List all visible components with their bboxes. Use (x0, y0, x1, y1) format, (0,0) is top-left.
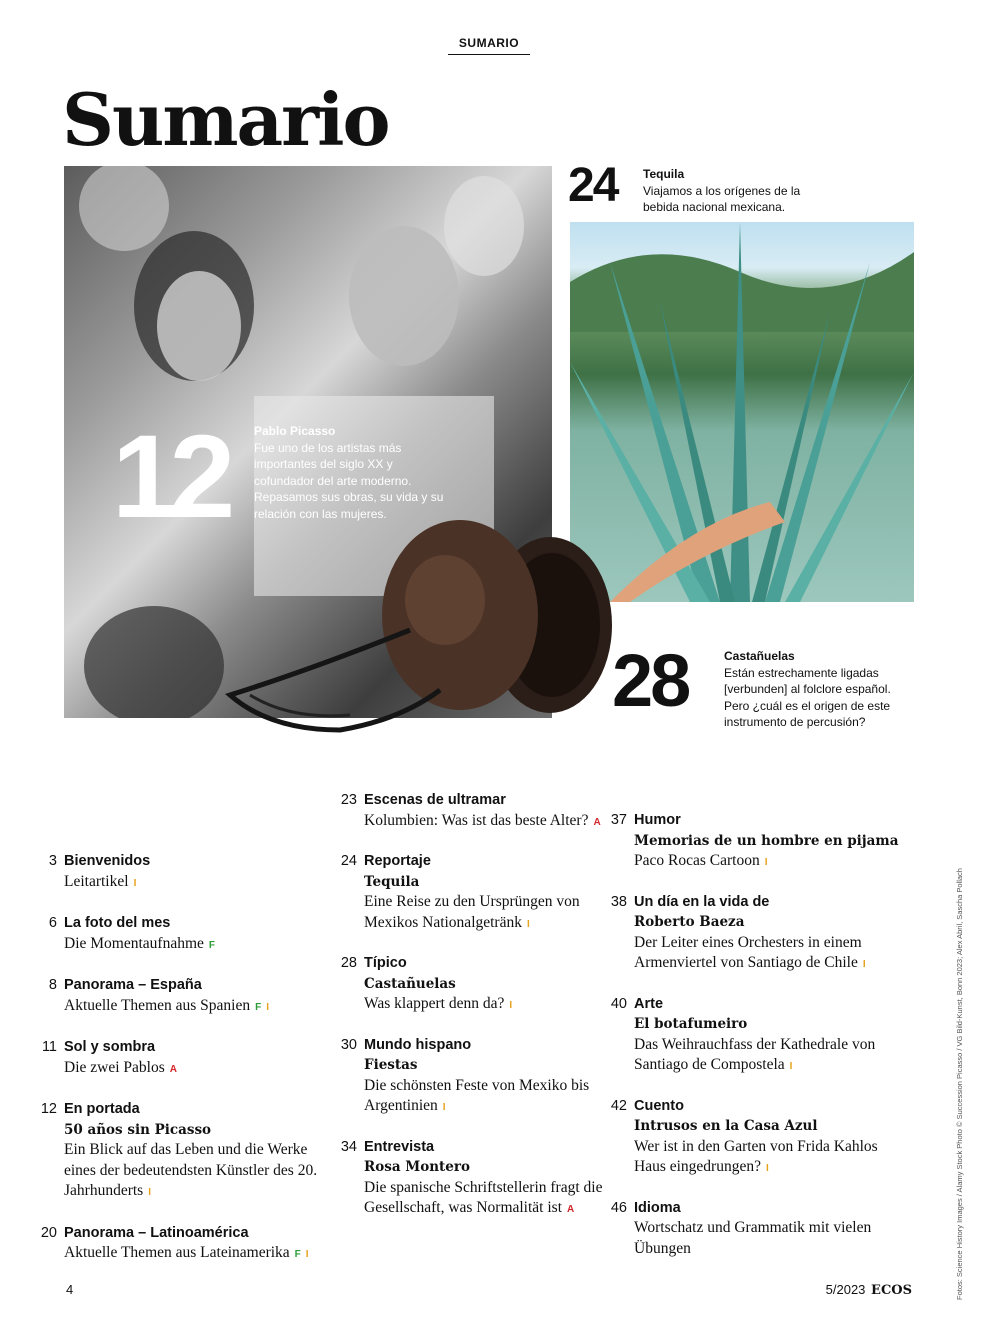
feature-title: Castañuelas (724, 649, 795, 663)
toc-subtitle: Intrusos en la Casa Azul (634, 1118, 818, 1134)
feature-text (643, 166, 833, 216)
toc-description-text: Der Leiter eines Orchesters in einem Armenviertel von Santiago de Chile (634, 933, 862, 971)
toc-entry[interactable] (330, 1137, 615, 1221)
toc-category: Bienvenidos (64, 853, 151, 869)
toc-column-1 (30, 851, 330, 1285)
toc-page-number: 20 (40, 1224, 57, 1241)
level-marker-i: I (526, 918, 530, 930)
toc-description (634, 1137, 910, 1180)
toc-entry[interactable] (330, 851, 615, 935)
toc-subtitle: Fiestas (364, 1057, 418, 1073)
toc-column-2 (330, 790, 615, 1239)
toc-description (64, 1243, 330, 1266)
toc-page-number: 30 (340, 1036, 357, 1053)
toc-description-text: Wortschatz und Grammatik mit vielen Übungen (634, 1219, 872, 1257)
section-tag: SUMARIO (448, 36, 530, 55)
toc-entry[interactable] (30, 1223, 330, 1266)
toc-subtitle: Tequila (364, 873, 420, 890)
toc-page-number: 23 (340, 792, 357, 808)
toc-description (364, 994, 615, 1017)
toc-entry[interactable] (30, 851, 330, 894)
photo-credits: Fotos: Science History Images / Alamy Stock Photo © Succession Picasso / VG Bild-Kunst, Bonn 2023; Alex Abril, Sascha Pollach (955, 868, 964, 1300)
tequila-photo (570, 222, 914, 602)
level-marker-i: I (765, 1163, 769, 1174)
magazine-brand: ECOS (871, 1283, 912, 1298)
toc-description (64, 872, 330, 895)
toc-page-number: 40 (610, 995, 627, 1012)
issue-number: 5/2023 (825, 1282, 866, 1297)
toc-description (364, 892, 615, 935)
toc-category: Escenas de ultramar (364, 792, 506, 808)
level-marker-f: F (294, 1249, 301, 1260)
page-number: 4 (66, 1282, 74, 1297)
toc-description (634, 851, 910, 874)
level-marker-a: A (169, 1063, 177, 1075)
toc-description-text: Wer ist in den Garten von Frida Kahlos Haus eingedrungen? (634, 1137, 878, 1175)
toc-subtitle: El botafumeiro (634, 1016, 748, 1032)
toc-description (64, 1140, 330, 1204)
level-marker-i: I (305, 1249, 309, 1260)
toc-description (634, 1218, 910, 1259)
toc-category: Reportaje (364, 853, 431, 869)
toc-entry[interactable] (30, 975, 330, 1018)
level-marker-i: I (862, 959, 866, 970)
toc-page-number: 3 (48, 853, 57, 869)
agave-photo-shapes (570, 222, 914, 602)
toc-entry[interactable] (600, 1096, 910, 1180)
level-marker-i: I (509, 1000, 513, 1011)
toc-description-text: Aktuelle Themen aus Spanien (64, 996, 251, 1014)
toc-category: Humor (634, 812, 681, 828)
toc-category: Cuento (634, 1097, 684, 1114)
toc-category: La foto del mes (64, 915, 171, 931)
toc-description-text: Was klappert denn da? (364, 995, 505, 1012)
level-marker-f: F (208, 939, 215, 951)
castanets-image (190, 520, 620, 770)
toc-category: En portada (64, 1101, 140, 1117)
toc-description-text: Die Momentaufnahme (64, 934, 204, 952)
toc-description (64, 1058, 330, 1081)
level-marker-f: F (255, 1001, 262, 1013)
toc-entry[interactable] (600, 994, 910, 1078)
level-marker-a: A (593, 816, 601, 828)
toc-entry[interactable] (600, 892, 910, 976)
toc-category: Panorama – Latinoamérica (64, 1224, 249, 1241)
toc-entry[interactable] (30, 1099, 330, 1204)
toc-category: Arte (634, 995, 664, 1012)
toc-column-3 (600, 810, 910, 1277)
toc-subtitle: Rosa Montero (364, 1159, 470, 1175)
toc-description (364, 1076, 615, 1119)
feature-title: Pablo Picasso (254, 424, 336, 438)
toc-category: Entrevista (364, 1138, 435, 1155)
toc-page-number: 46 (610, 1199, 627, 1216)
toc-description (64, 934, 330, 957)
feature-text (724, 648, 904, 731)
toc-page-number: 11 (41, 1039, 57, 1055)
toc-description (364, 811, 615, 834)
toc-page-number: 42 (610, 1097, 627, 1114)
toc-entry[interactable] (330, 953, 615, 1017)
toc-description-text: Eine Reise zu den Ursprüngen von Mexikos Nationalgetränk (364, 893, 580, 931)
level-marker-i: I (442, 1102, 446, 1113)
level-marker-i: I (764, 857, 768, 868)
toc-category: Un día en la vida de (634, 893, 770, 910)
toc-subtitle: Memorias de un hombre en pijama (634, 832, 899, 849)
toc-description (634, 933, 910, 976)
toc-description-text: Leitartikel (64, 872, 129, 890)
toc-entry[interactable] (30, 913, 330, 956)
toc-description (634, 1035, 910, 1078)
toc-page-number: 34 (340, 1138, 357, 1155)
toc-description-text: Das Weihrauchfass der Kathedrale von Santiago de Compostela (634, 1035, 876, 1073)
toc-page-number: 12 (40, 1101, 57, 1117)
feature-description: Viajamos a los orígenes de la bebida nacional mexicana. (643, 183, 801, 214)
toc-page-number: 6 (48, 915, 57, 931)
toc-description-text: Ein Blick auf das Leben und die Werke eines der bedeutendsten Künstler des 20. Jahrhunderts (64, 1141, 318, 1199)
toc-subtitle: 50 años sin Picasso (64, 1121, 212, 1138)
toc-entry[interactable] (600, 810, 910, 874)
feature-number: 12 (112, 411, 228, 543)
toc-page-number: 37 (610, 812, 627, 828)
toc-description-text: Aktuelle Themen aus Lateinamerika (64, 1244, 290, 1261)
level-marker-i: I (266, 1001, 269, 1013)
feature-title: Tequila (643, 167, 685, 181)
toc-subtitle: Roberto Baeza (634, 914, 745, 930)
toc-entry[interactable] (330, 790, 615, 833)
toc-description (364, 1178, 615, 1221)
feature-description: Están estrechamente ligadas [verbunden] al folclore español. Pero ¿cuál es el origen de este instrumento de percusión? (724, 665, 891, 729)
toc-description-text: Die zwei Pablos (64, 1058, 165, 1076)
level-marker-i: I (148, 1187, 151, 1198)
toc-category: Típico (364, 955, 407, 971)
toc-category: Panorama – España (64, 977, 202, 993)
toc-page-number: 38 (610, 893, 627, 910)
feature-description: Fue uno de los artistas más importantes del siglo XX y cofundador del arte moderno. Repasamos sus obras, su vida y su relación con las mujeres. (254, 440, 444, 521)
toc-description (64, 996, 330, 1019)
feature-number: 28 (612, 639, 689, 722)
toc-category: Sol y sombra (64, 1039, 156, 1055)
toc-entry[interactable] (330, 1035, 615, 1119)
toc-description-text: Die schönsten Feste von Mexiko bis Argentinien (364, 1076, 590, 1114)
toc-entry[interactable] (30, 1037, 330, 1080)
feature-number: 24 (568, 159, 618, 212)
toc-entry[interactable] (600, 1198, 910, 1260)
level-marker-a: A (567, 1204, 575, 1215)
toc-page-number: 24 (340, 853, 357, 869)
toc-category: Idioma (634, 1199, 681, 1216)
toc-description-text: Paco Rocas Cartoon (634, 852, 760, 869)
level-marker-i: I (133, 877, 137, 889)
issue-info (826, 1282, 912, 1298)
toc-description-text: Kolumbien: Was ist das beste Alter? (364, 811, 589, 829)
toc-description-text: Die spanische Schriftstellerin fragt die Gesellschaft, was Normalität ist (364, 1178, 603, 1216)
level-marker-i: I (789, 1061, 793, 1072)
toc-category: Mundo hispano (364, 1036, 472, 1053)
toc-subtitle: Castañuelas (364, 975, 456, 992)
feature-text (254, 423, 444, 522)
page-title: Sumario (62, 77, 389, 162)
toc-page-number: 28 (340, 955, 357, 971)
toc-page-number: 8 (48, 977, 57, 993)
